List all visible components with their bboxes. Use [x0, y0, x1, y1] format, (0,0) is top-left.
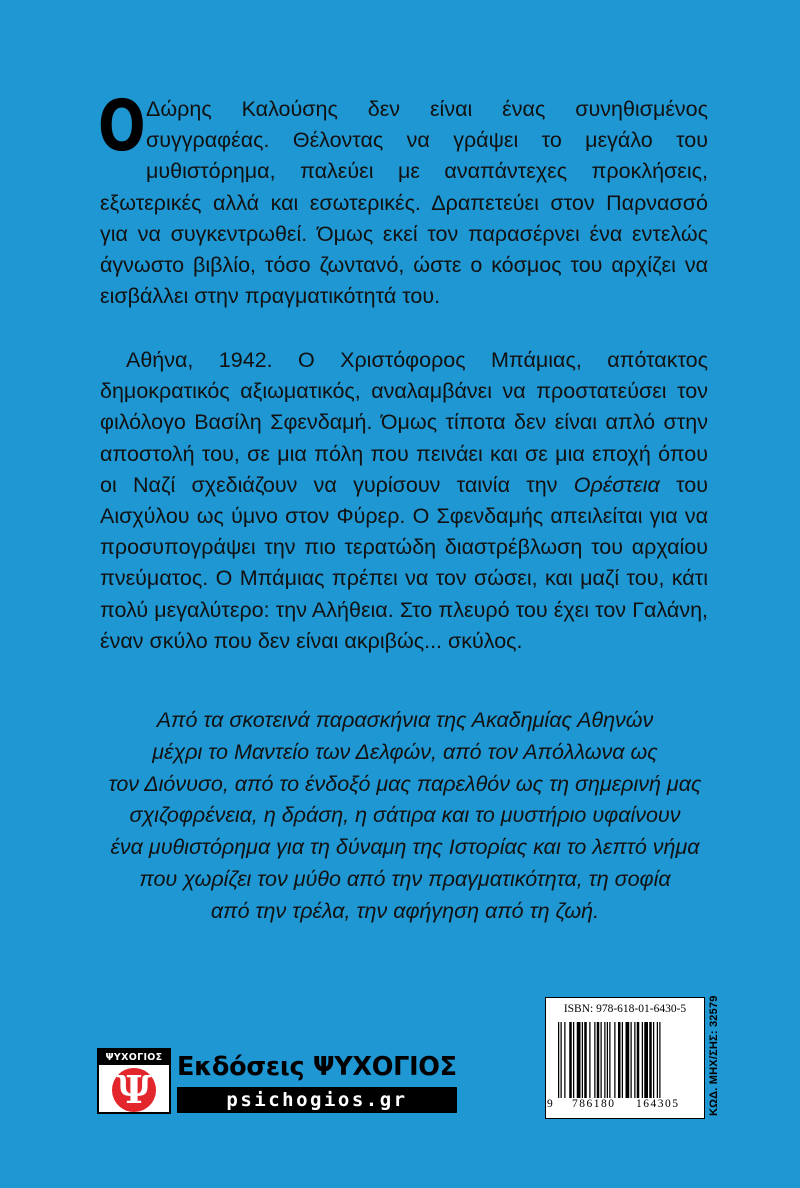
product-code: ΚΩΔ. ΜΗΧ/ΣΗΣ: 32579 [708, 995, 720, 1116]
barcode-stripe [569, 1022, 572, 1098]
barcode-stripe [594, 1022, 595, 1098]
publisher-logo-text: ΨΥΧΟΓΙΟΣ [99, 1050, 169, 1065]
work-title-oresteia: Ορέστεια [573, 472, 660, 497]
publisher-logo [97, 1048, 171, 1114]
barcode-stripe [637, 1022, 640, 1098]
barcode-stripe [609, 1022, 610, 1098]
synopsis-text-2a: Αθήνα, 1942. Ο Χριστόφορος Μπάμιας, απότακτος δημοκρατικός αξιωματικός, αναλαμβάνει να προστατεύσει τον φιλόλογο Βασίλη Σφενδαμή. Όμως τίποτα δεν είναι απλό στην αποστολή του, σε μια πόλη που πεινάει και σε μια εποχή όπου οι Ναζί σχεδιάζουν να γυρίσουν ταινία την [100, 348, 708, 497]
barcode-digit-first: 9 [547, 1098, 553, 1110]
synopsis-paragraph-1 [98, 85, 708, 312]
publisher-name: Εκδόσεις ΨΥΧΟΓΙΟΣ [177, 1052, 457, 1082]
barcode-stripe [634, 1022, 635, 1098]
barcode-stripe [577, 1022, 581, 1098]
closing-line: τον Διόνυσο, από το ένδοξό μας παρελθόν ως τη σημερινή μας [108, 771, 702, 796]
barcode-stripe [558, 1022, 559, 1098]
barcode-digits-right: 164305 [636, 1098, 680, 1110]
barcode-stripe [657, 1022, 658, 1098]
closing-line: από την τρέλα, την αφήγηση από τη ζωή. [210, 898, 600, 923]
synopsis-text-2b: του Αισχύλου ως ύμνο στον Φύρερ. Ο Σφενδαμής απειλείται για να προσυπογράψει την πιο τερατώδη διαστρέβλωση του αρχαίου πνεύματος. Ο Μπάμιας πρέπει να τον σώσει, και μαζί του, κάτι πολύ μεγαλύτερο: την Αλήθεια. Στο πλευρό του έχει τον Γαλάνη, έναν σκύλο που δεν είναι ακριβώς... σκύλος. [100, 472, 708, 653]
barcode-stripe [614, 1022, 615, 1098]
synopsis-paragraph-3 [90, 705, 720, 928]
barcode-stripe [561, 1022, 562, 1098]
barcode-stripe [589, 1022, 590, 1098]
barcode-stripe [582, 1022, 583, 1098]
barcode-stripe [644, 1022, 648, 1098]
closing-line: μέχρι το Μαντείο των Δελφών, από τον Απόλλωνα ως [152, 739, 658, 764]
barcode-stripe [659, 1022, 660, 1098]
closing-line: ένα μυθιστόρημα για τη δύναμη της Ιστορίας και το λεπτό νήμα [110, 835, 700, 860]
psi-logo-icon: Ψ [112, 1068, 156, 1112]
barcode-stripe [607, 1022, 608, 1098]
synopsis-paragraph-2 [100, 345, 708, 657]
barcode-stripe [653, 1022, 654, 1098]
barcode-stripe [642, 1022, 643, 1098]
barcode-stripe [604, 1022, 605, 1098]
barcode-stripe [564, 1022, 565, 1098]
barcode-stripe [622, 1022, 623, 1098]
barcode-stripe [573, 1022, 574, 1098]
barcode-stripe [649, 1022, 652, 1098]
barcode-stripe [618, 1022, 621, 1098]
publisher-block [97, 1048, 457, 1114]
isbn-number: ISBN: 978-618-01-6430-5 [563, 1003, 687, 1015]
barcode-stripe [631, 1022, 632, 1098]
isbn-barcode [545, 997, 705, 1119]
drop-cap: Ο [98, 85, 146, 167]
publisher-website: psichogios.gr [177, 1087, 457, 1113]
barcode-bars-icon [556, 1022, 694, 1098]
barcode-digits-left: 786180 [572, 1098, 616, 1110]
closing-line: Από τα σκοτεινά παρασκήνια της Ακαδημίας Αθηνών [156, 708, 654, 732]
barcode-stripe [626, 1022, 630, 1098]
closing-line: που χωρίζει τον μύθο από την πραγματικότητα, τη σοφία [139, 866, 671, 891]
synopsis-text-1: Δώρης Καλούσης δεν είναι ένας συνηθισμένος συγγραφέας. Θέλοντας να γράψει το μεγάλο του μυθιστόρημα, παλεύει με αναπάντεχες προκλήσεις, εξωτερικές αλλά και εσωτερικές. Δραπετεύει στον Παρνασσό για να συγκεντρωθεί. Όμως εκεί τον παρασέρνει ένα εντελώς άγνωστο βιβλίο, τόσο ζωντανό, ώστε ο κόσμος του αρχίζει να εισβάλλει στην πραγματικότητά του. [100, 97, 708, 309]
barcode-stripe [584, 1022, 587, 1098]
closing-line: σχιζοφρένεια, η δράση, η σάτιρα και το μυστήριο υφαίνουν [129, 803, 681, 828]
barcode-stripe [597, 1022, 600, 1098]
barcode-stripe [601, 1022, 602, 1098]
